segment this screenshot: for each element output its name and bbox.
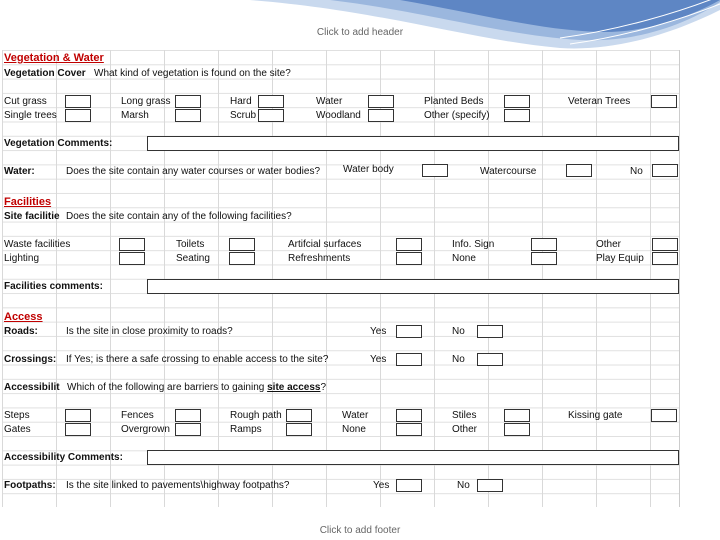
- accessibility-comments-input[interactable]: [147, 450, 679, 465]
- option-label: No: [630, 166, 643, 177]
- checkbox-watercourse[interactable]: [566, 164, 592, 177]
- checkbox-single-trees[interactable]: [65, 109, 91, 122]
- footpaths-question: Is the site linked to pavements\highway footpaths?: [66, 480, 290, 491]
- option-label: Steps: [4, 410, 30, 421]
- checkbox-kissing-gate[interactable]: [651, 409, 677, 422]
- option-label: Play Equip: [596, 253, 644, 264]
- option-label: Other: [452, 424, 478, 435]
- option-label: Scrub: [230, 110, 257, 121]
- checkbox-steps[interactable]: [65, 409, 91, 422]
- option-label: None: [452, 253, 476, 264]
- option-label: Other (specify): [424, 110, 490, 121]
- accessibility-comments-label: Accessibility Comments:: [4, 452, 123, 463]
- option-label: Marsh: [121, 110, 149, 121]
- yes-label: Yes: [370, 326, 387, 337]
- vegetation-comments-input[interactable]: [147, 136, 679, 151]
- section-title-access: Access: [4, 311, 43, 323]
- checkbox-planted-beds[interactable]: [504, 95, 530, 108]
- checkbox-gates[interactable]: [65, 423, 91, 436]
- checkbox-veteran-trees[interactable]: [651, 95, 677, 108]
- checkbox-refreshments[interactable]: [396, 252, 422, 265]
- option-label: Overgrown: [121, 424, 170, 435]
- section-title-vegetation: Vegetation & Water: [4, 52, 104, 64]
- checkbox-water-no[interactable]: [652, 164, 678, 177]
- option-label: Long grass: [121, 96, 171, 107]
- option-label: Water: [342, 410, 369, 421]
- crossings-label: Crossings:: [4, 354, 57, 365]
- yes-label: Yes: [370, 354, 387, 365]
- option-label: Rough path: [230, 410, 282, 421]
- option-label: Artifcial surfaces: [288, 239, 362, 250]
- checkbox-stiles[interactable]: [504, 409, 530, 422]
- water-question: Does the site contain any water courses or water bodies?: [66, 166, 321, 177]
- checkbox-access-water[interactable]: [396, 409, 422, 422]
- checkbox-access-other[interactable]: [504, 423, 530, 436]
- roads-label: Roads:: [4, 326, 38, 337]
- header-placeholder[interactable]: Click to add header: [316, 27, 404, 38]
- site-facilities-question: Does the site contain any of the following facilities?: [66, 211, 292, 222]
- facilities-comments-input[interactable]: [147, 279, 679, 294]
- yes-label: Yes: [373, 480, 390, 491]
- option-label: Other: [596, 239, 622, 250]
- checkbox-overgrown[interactable]: [175, 423, 201, 436]
- option-label: Gates: [4, 424, 31, 435]
- option-label: Hard: [230, 96, 252, 107]
- checkbox-hard[interactable]: [258, 95, 284, 108]
- vegetation-comments-label: Vegetation Comments:: [4, 138, 113, 149]
- option-label: Woodland: [316, 110, 361, 121]
- vegetation-cover-label: Vegetation Cover: [4, 68, 86, 79]
- water-label: Water:: [4, 166, 35, 177]
- checkbox-woodland[interactable]: [368, 109, 394, 122]
- checkbox-seating[interactable]: [229, 252, 255, 265]
- checkbox-footpaths-no[interactable]: [477, 479, 503, 492]
- option-label: Planted Beds: [424, 96, 484, 107]
- footer-placeholder[interactable]: Click to add footer: [319, 525, 401, 536]
- checkbox-roads-yes[interactable]: [396, 325, 422, 338]
- crossings-question: If Yes; is there a safe crossing to enable access to the site?: [66, 354, 329, 365]
- option-label: Watercourse: [480, 166, 537, 177]
- checkbox-water[interactable]: [368, 95, 394, 108]
- option-label: Refreshments: [288, 253, 351, 264]
- checkbox-ramps[interactable]: [286, 423, 312, 436]
- checkbox-crossings-yes[interactable]: [396, 353, 422, 366]
- site-facilities-label: Site facilitie: [4, 211, 60, 222]
- checkbox-cut-grass[interactable]: [65, 95, 91, 108]
- roads-question: Is the site in close proximity to roads?: [66, 326, 233, 337]
- checkbox-crossings-no[interactable]: [477, 353, 503, 366]
- footpaths-label: Footpaths:: [4, 480, 56, 491]
- checkbox-facilities-other[interactable]: [652, 238, 678, 251]
- checkbox-footpaths-yes[interactable]: [396, 479, 422, 492]
- option-label: Lighting: [4, 253, 40, 264]
- checkbox-waste-facilities[interactable]: [119, 238, 145, 251]
- checkbox-marsh[interactable]: [175, 109, 201, 122]
- checkbox-water-body[interactable]: [422, 164, 448, 177]
- option-label: Ramps: [230, 424, 262, 435]
- checkbox-rough-path[interactable]: [286, 409, 312, 422]
- checkbox-play-equip[interactable]: [652, 252, 678, 265]
- checkbox-lighting[interactable]: [119, 252, 145, 265]
- option-label: Waste facilities: [4, 239, 71, 250]
- option-label: Water: [316, 96, 343, 107]
- checkbox-artificial-surfaces[interactable]: [396, 238, 422, 251]
- option-label: Stiles: [452, 410, 477, 421]
- checkbox-roads-no[interactable]: [477, 325, 503, 338]
- checkbox-other-specify[interactable]: [504, 109, 530, 122]
- option-label: Fences: [121, 410, 154, 421]
- option-label: Kissing gate: [568, 410, 623, 421]
- accessibility-question: Which of the following are barriers to gaining site access?: [67, 382, 327, 393]
- option-label: Cut grass: [4, 96, 47, 107]
- option-label: Single trees: [4, 110, 57, 121]
- no-label: No: [457, 480, 470, 491]
- checkbox-info-sign[interactable]: [531, 238, 557, 251]
- option-label: Seating: [176, 253, 210, 264]
- checkbox-toilets[interactable]: [229, 238, 255, 251]
- option-label: Toilets: [176, 239, 205, 250]
- checkbox-facilities-none[interactable]: [531, 252, 557, 265]
- section-title-facilities: Facilities: [4, 196, 52, 208]
- checkbox-access-none[interactable]: [396, 423, 422, 436]
- option-label: Water body: [343, 164, 394, 175]
- vegetation-cover-question: What kind of vegetation is found on the site?: [94, 68, 291, 79]
- facilities-comments-label: Facilities comments:: [4, 281, 103, 292]
- checkbox-fences[interactable]: [175, 409, 201, 422]
- option-label: Veteran Trees: [568, 96, 631, 107]
- no-label: No: [452, 354, 465, 365]
- accessibility-label: Accessibilit: [4, 382, 60, 393]
- option-label: Info. Sign: [452, 239, 495, 250]
- option-label: None: [342, 424, 366, 435]
- checkbox-long-grass[interactable]: [175, 95, 201, 108]
- checkbox-scrub[interactable]: [258, 109, 284, 122]
- no-label: No: [452, 326, 465, 337]
